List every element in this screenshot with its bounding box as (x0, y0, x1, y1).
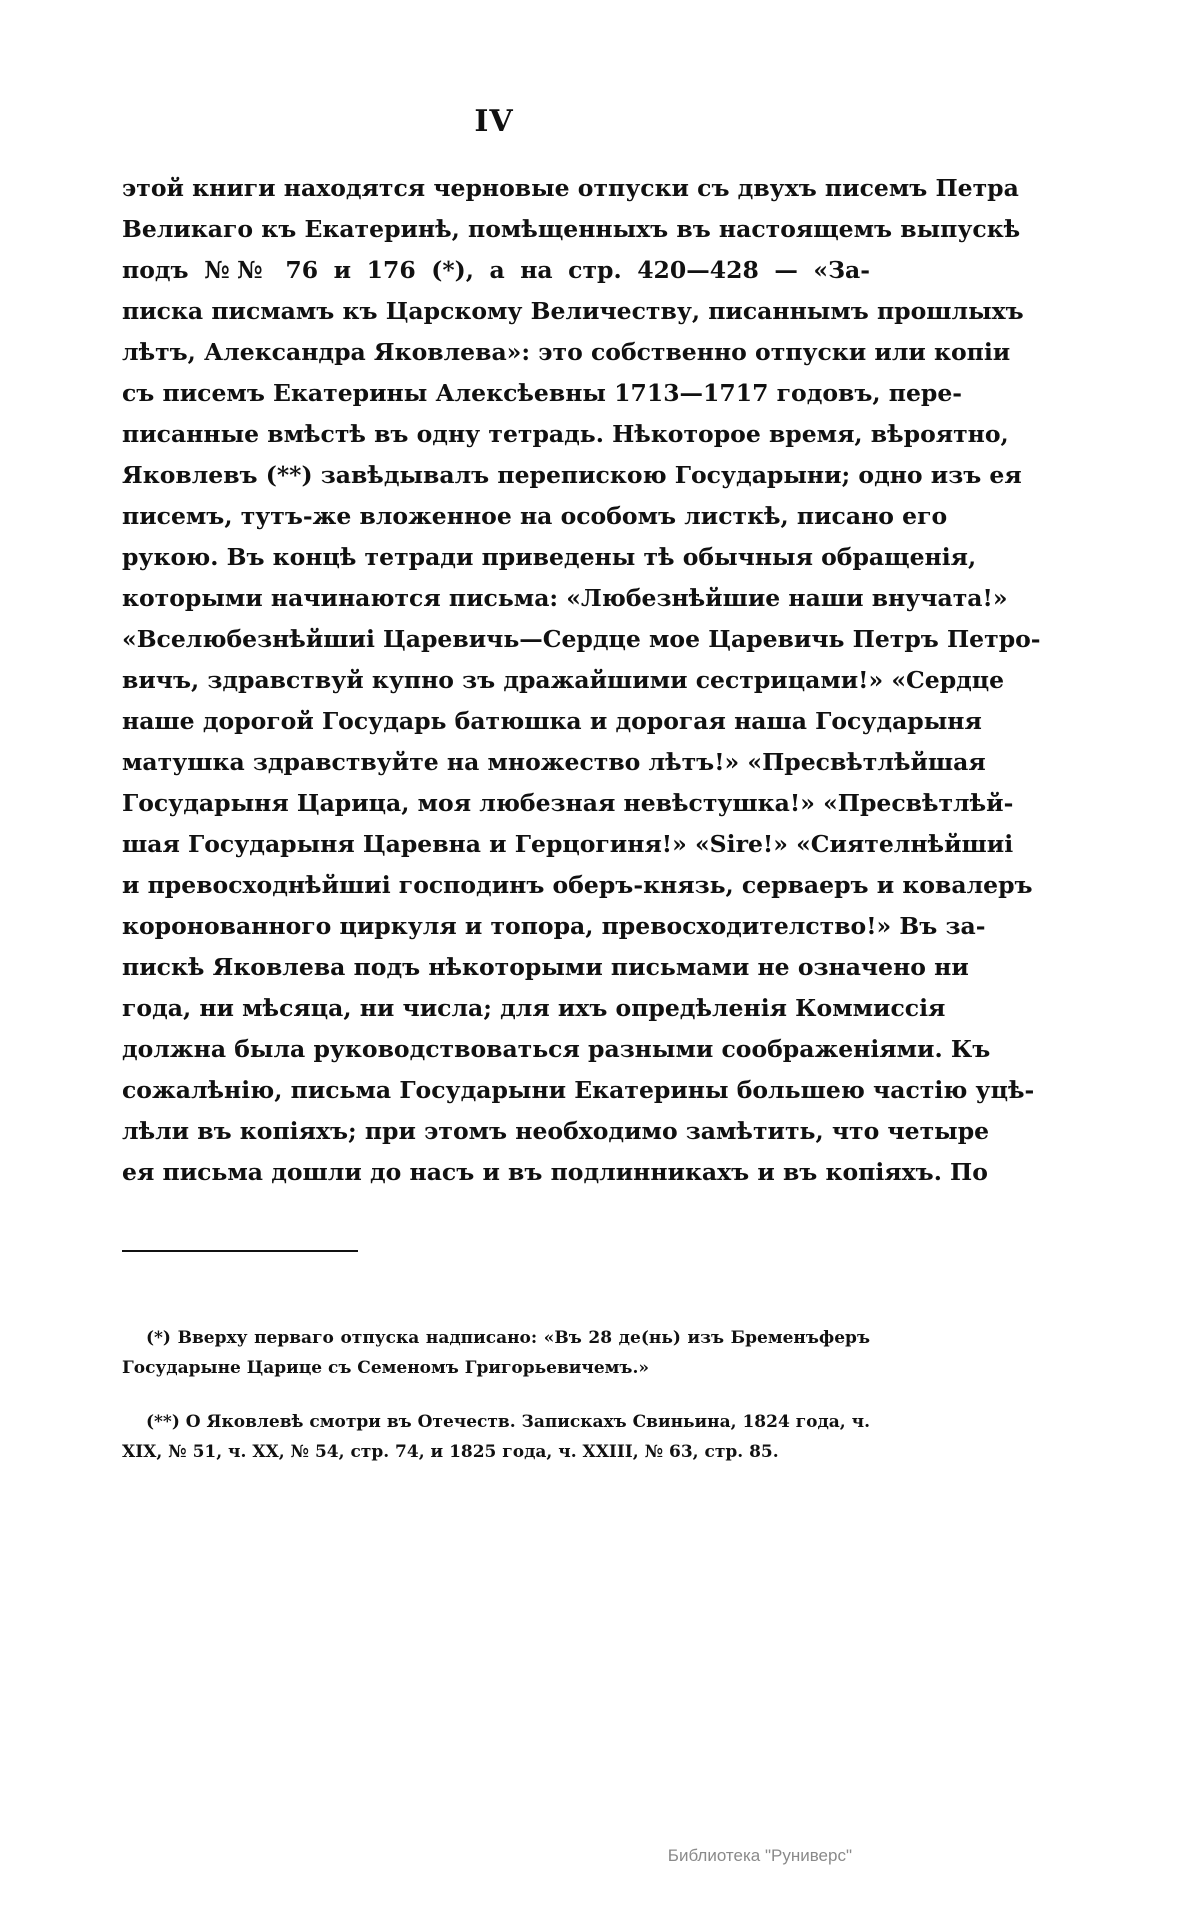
text-line: ея письма дошли до насъ и въ подлинникахъ и въ копіяхъ. По (122, 1158, 988, 1186)
text-line: должна была руководствоваться разными соображеніями. Къ (122, 1035, 991, 1063)
text-line: которыми начинаются письма: «Любезнѣйшие наши внучата!» (122, 584, 1008, 612)
footnote-line: Государыне Царице съ Семеномъ Григорьевичемъ.» (122, 1358, 649, 1378)
text-line: писка писмамъ къ Царскому Величеству, писаннымъ прошлыхъ (122, 297, 1024, 325)
text-line: Государыня Царица, моя любезная невѣстушка!» «Пресвѣтлѣй- (122, 789, 1014, 817)
text-line: и превосходнѣйшиі господинъ оберъ-князь, сервaеръ и ковалеръ (122, 871, 1033, 899)
text-line: «Вселюбезнѣйшиі Царевичь—Сердце мое Царевичь Петръ Петро- (122, 625, 1041, 653)
footnote-line: (*) Вверху перваго отпуска надписано: «Въ 28 де(нь) изъ Бременъферъ (146, 1328, 870, 1348)
text-line: Великаго къ Екатеринѣ, помѣщенныхъ въ настоящемъ выпускѣ (122, 215, 1021, 243)
text-line: матушка здравствуйте на множество лѣтъ!» «Пресвѣтлѣйшая (122, 748, 986, 776)
text-line: лѣтъ, Александра Яковлева»: это собственно отпуски или копіи (122, 338, 1011, 366)
text-line: вичъ, здравствуй купно зъ дражайшими сестрицами!» «Сердце (122, 666, 1005, 694)
text-line: этой книги находятся черновые отпуски съ двухъ писемъ Петра (122, 174, 1019, 202)
text-line: сожалѣнію, письма Государыни Екатерины большею частію уцѣ- (122, 1076, 1035, 1104)
footnote-line: (**) О Яковлевѣ смотри въ Отечеств. Запискахъ Свиньина, 1824 года, ч. (146, 1412, 870, 1432)
footnote-line: XIX, № 51, ч. XX, № 54, стр. 74, и 1825 года, ч. XXIII, № 63, стр. 85. (122, 1442, 779, 1462)
text-line: года, ни мѣсяца, ни числа; для ихъ опредѣленія Коммиссія (122, 994, 946, 1022)
footnote-2 (122, 1407, 870, 1467)
text-line: шая Государыня Царевна и Герцогиня!» «Sire!» «Сиятелнѣйшиі (122, 830, 1014, 858)
main-text-block (122, 168, 1041, 1193)
text-line: подъ №№ 76 и 176 (*), а на стр. 420—428 — «За- (122, 256, 870, 284)
text-line: пискѣ Яковлева подъ нѣкоторыми письмами не означено ни (122, 953, 969, 981)
page-number: IV (474, 104, 514, 139)
text-line: Яковлевъ (**) завѣдывалъ перепискою Государыни; одно изъ ея (122, 461, 1022, 489)
footnote-divider (122, 1250, 358, 1252)
text-line: писемъ, тутъ-же вложенное на особомъ листкѣ, писано его (122, 502, 948, 530)
text-line: коронованного циркуля и топора, превосходителство!» Въ за- (122, 912, 986, 940)
text-line: писанные вмѣстѣ въ одну тетрадь. Нѣкоторое время, вѣроятно, (122, 420, 1009, 448)
text-line: съ писемъ Екатерины Алексѣевны 1713—1717 годовъ, пере- (122, 379, 963, 407)
text-line: лѣли въ копіяхъ; при этомъ необходимо замѣтить, что четыре (122, 1117, 990, 1145)
footnote-1 (122, 1323, 870, 1383)
library-watermark: Библиотека "Руниверс" (667, 1846, 852, 1865)
text-line: рукою. Въ концѣ тетради приведены тѣ обычныя обращенія, (122, 543, 977, 571)
text-line: наше дорогой Государь батюшка и дорогая наша Государыня (122, 707, 982, 735)
